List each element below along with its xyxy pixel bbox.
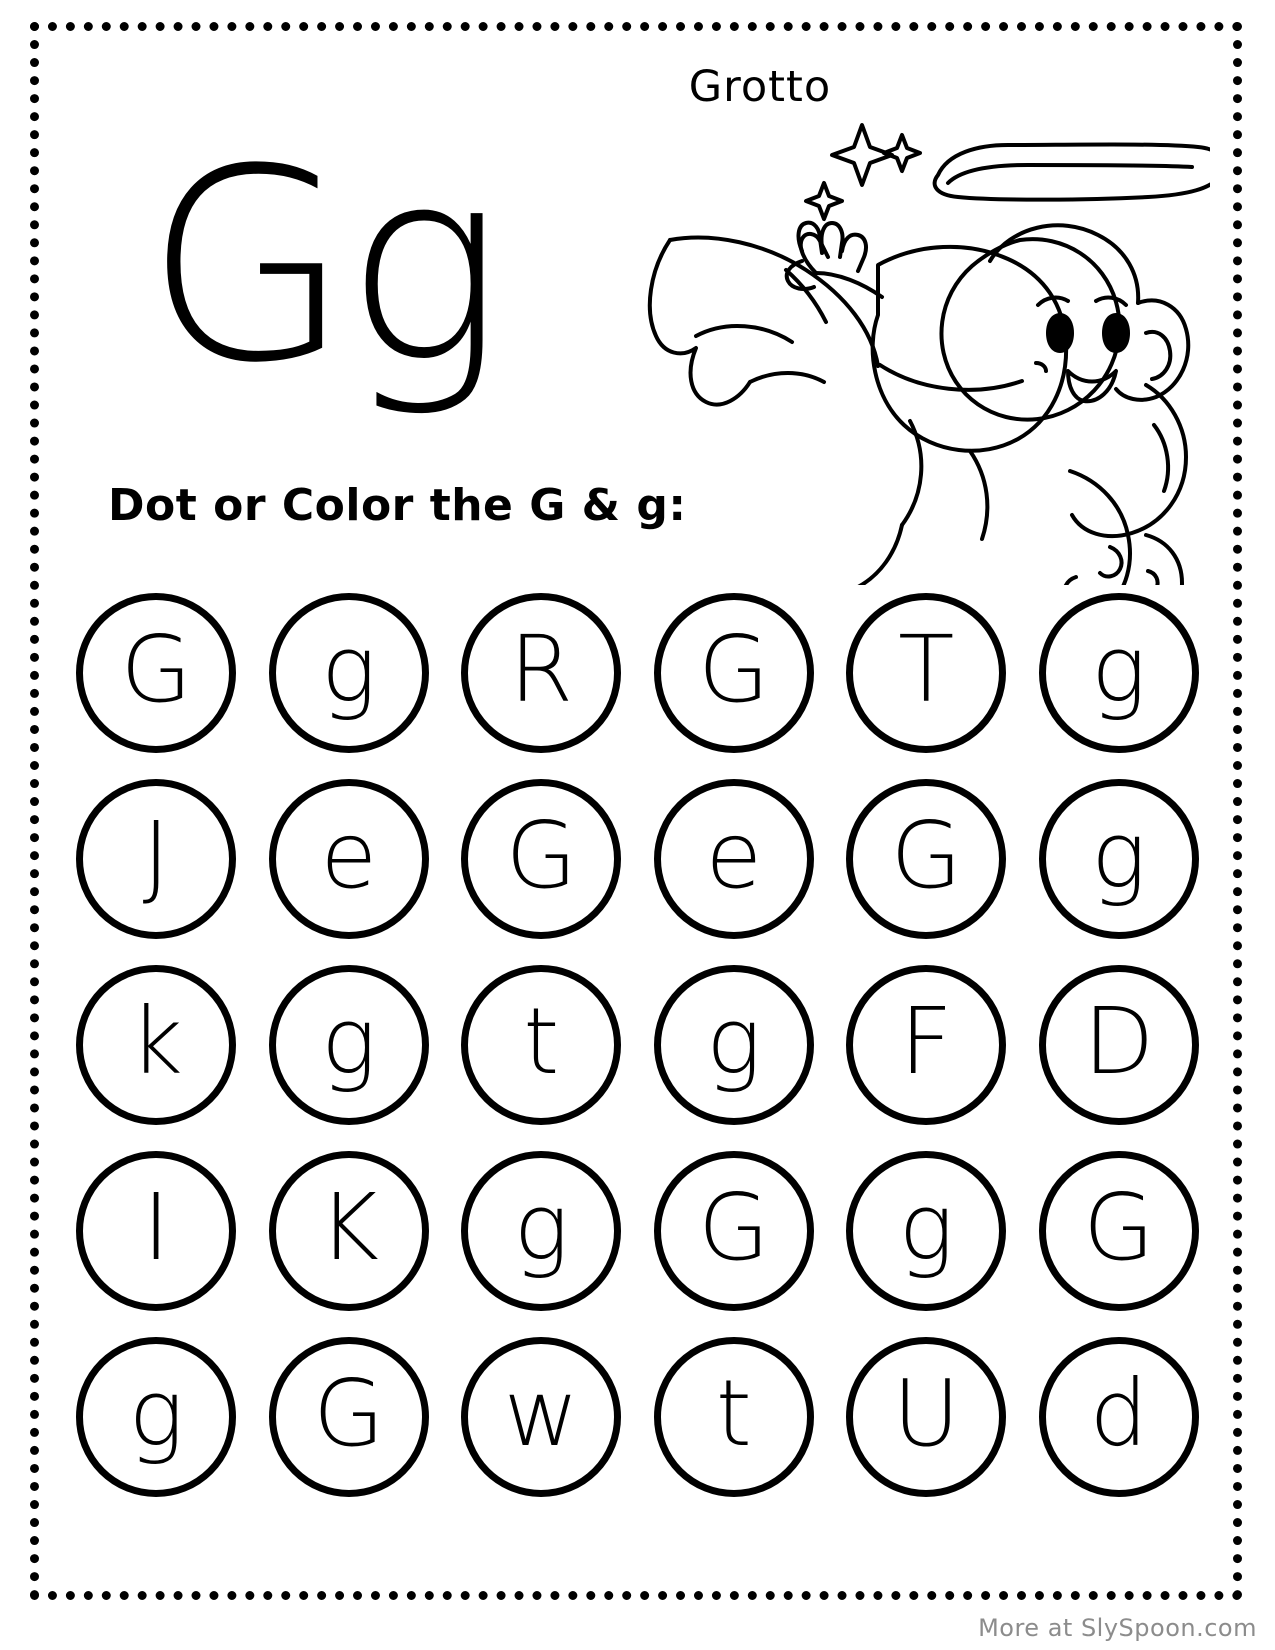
letter-circle-label: G xyxy=(120,616,192,723)
letter-circle[interactable] xyxy=(461,593,621,753)
letter-circle-label: G xyxy=(313,1360,385,1467)
letter-circle[interactable] xyxy=(1039,779,1199,939)
letter-circle[interactable] xyxy=(76,779,236,939)
letter-circle[interactable] xyxy=(846,965,1006,1125)
letter-circle[interactable] xyxy=(846,593,1006,753)
letter-circle-label: g xyxy=(321,616,377,723)
letter-circle[interactable] xyxy=(1039,965,1199,1125)
letter-circle[interactable] xyxy=(654,593,814,753)
letter-circle[interactable] xyxy=(461,779,621,939)
letter-circle-label: G xyxy=(505,802,577,909)
footer-credit: More at SlySpoon.com xyxy=(978,1614,1257,1642)
letter-circle[interactable] xyxy=(461,965,621,1125)
letter-circle-label: g xyxy=(1091,616,1147,723)
letter-circle[interactable] xyxy=(76,1337,236,1497)
letter-circle-label: G xyxy=(890,802,962,909)
letter-circle-label: U xyxy=(892,1360,960,1467)
letter-circle[interactable] xyxy=(1039,1337,1199,1497)
letter-circle-label: D xyxy=(1083,988,1155,1095)
letter-circle[interactable] xyxy=(269,593,429,753)
letter-circle[interactable] xyxy=(269,779,429,939)
letter-circle-label: J xyxy=(142,802,170,909)
letter-circle-grid xyxy=(60,580,1215,1510)
letter-circle[interactable] xyxy=(269,1337,429,1497)
letter-circle-label: w xyxy=(503,1360,579,1467)
letter-circle[interactable] xyxy=(76,593,236,753)
letter-circle-label: g xyxy=(128,1360,184,1467)
letter-circle[interactable] xyxy=(654,1151,814,1311)
letter-circle[interactable] xyxy=(269,965,429,1125)
word-title: Grotto xyxy=(688,62,832,112)
letter-circle-label: K xyxy=(318,1174,379,1281)
letter-circle[interactable] xyxy=(654,965,814,1125)
letter-circle-label: F xyxy=(899,988,953,1095)
letter-circle-label: g xyxy=(898,1174,954,1281)
letter-circle-label: k xyxy=(129,988,183,1095)
letter-circle[interactable] xyxy=(846,1151,1006,1311)
big-letter-display: Gg xyxy=(145,113,498,421)
letter-circle[interactable] xyxy=(1039,1151,1199,1311)
letter-circle-label: I xyxy=(142,1174,170,1281)
letter-circle-label: G xyxy=(698,616,770,723)
letter-circle-label: g xyxy=(1091,802,1147,909)
letter-circle[interactable] xyxy=(461,1337,621,1497)
letter-circle-label: d xyxy=(1089,1360,1148,1467)
worksheet-header xyxy=(50,40,1225,531)
worksheet-content xyxy=(50,40,1225,1585)
letter-circle-label: R xyxy=(509,616,574,723)
letter-circle[interactable] xyxy=(269,1151,429,1311)
letter-circle[interactable] xyxy=(846,779,1006,939)
letter-circle[interactable] xyxy=(846,1337,1006,1497)
girl-flying-superhero-icon xyxy=(550,65,1210,585)
letter-circle-label: T xyxy=(898,616,955,723)
letter-circle[interactable] xyxy=(1039,593,1199,753)
letter-circle-label: e xyxy=(705,802,763,909)
letter-circle-label: e xyxy=(320,802,378,909)
letter-circle[interactable] xyxy=(76,1151,236,1311)
instruction-text: Dot or Color the G & g: xyxy=(108,480,687,531)
letter-circle-label: t xyxy=(523,988,560,1095)
letter-circle-label: t xyxy=(715,1360,752,1467)
letter-circle[interactable] xyxy=(461,1151,621,1311)
letter-circle-label: g xyxy=(513,1174,569,1281)
letter-circle-label: G xyxy=(1083,1174,1155,1281)
letter-circle-label: G xyxy=(698,1174,770,1281)
letter-circle[interactable] xyxy=(654,1337,814,1497)
letter-circle-label: g xyxy=(321,988,377,1095)
letter-circle[interactable] xyxy=(654,779,814,939)
letter-circle-label: g xyxy=(706,988,762,1095)
letter-circle[interactable] xyxy=(76,965,236,1125)
